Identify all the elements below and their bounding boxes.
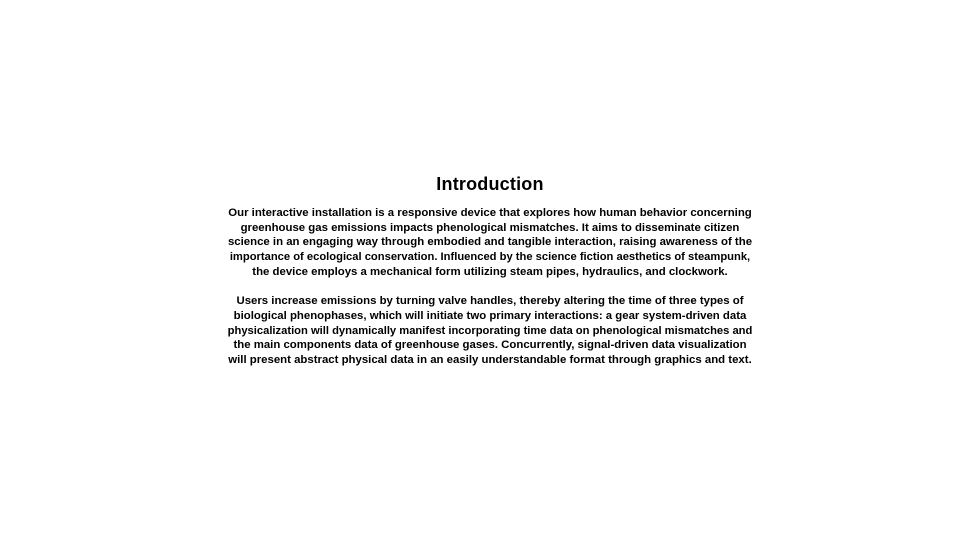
paragraph-intro (226, 206, 754, 280)
text-line: Users increase emissions by turning valve handles, thereby altering the time of three types of (236, 295, 744, 308)
text-line: Our interactive installation is a responsive device that explores how human behavior concerning (228, 207, 752, 219)
text-line: biological phenophases, which will initiate two primary interactions: a gear system-driven data (233, 309, 747, 322)
text-line: the main components data of greenhouse gases. Concurrently, signal-driven data visualization (233, 339, 747, 352)
text-line: the device employs a mechanical form utilizing steam pipes, hydraulics, and clockwork. (252, 265, 728, 278)
text-line: importance of ecological conservation. Influenced by the science fiction aesthetics of steampunk, (229, 251, 751, 264)
paragraph-interaction (226, 294, 754, 368)
text-line: physicalization will dynamically manifest incorporating time data on phenological mismatches and (227, 324, 753, 337)
text-line: science in an engaging way through embodied and tangible interaction, raising awareness of the (227, 236, 753, 249)
text-line: will present abstract physical data in an easily understandable format through graphics and text. (228, 354, 752, 367)
text-line: greenhouse gas emissions impacts phenological mismatches. It aims to disseminate citizen (240, 221, 740, 234)
slide-body (226, 206, 754, 368)
slide-title: Introduction (436, 174, 544, 194)
